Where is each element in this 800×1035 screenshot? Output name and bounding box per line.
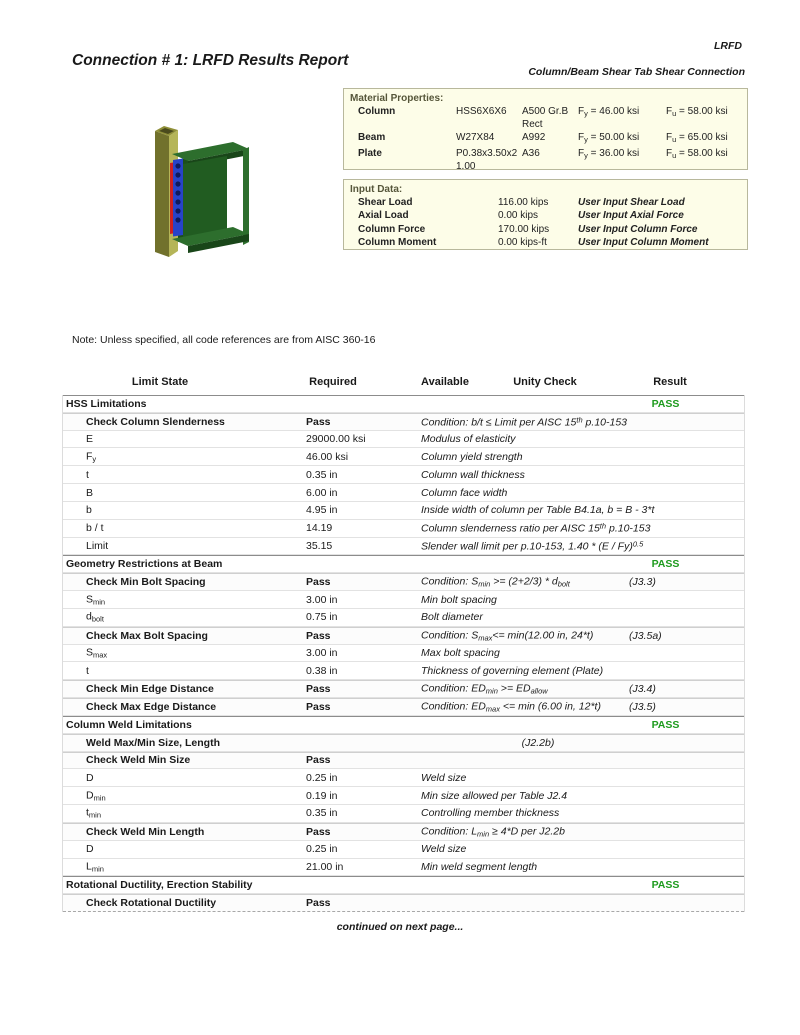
limit-state-label: D	[86, 843, 94, 856]
material-row	[358, 131, 741, 146]
input-value: 170.00 kips	[498, 223, 550, 235]
header-result: Result	[653, 376, 687, 388]
material-size: W27X84	[456, 132, 495, 144]
limit-state-label: $L_{min}$	[86, 860, 104, 874]
result-badge: PASS	[651, 558, 680, 571]
available-description: Inside width of column per Table B4.1a, b = B - 3*t	[421, 504, 655, 517]
code-reference: (J3.4)	[629, 683, 656, 696]
table-section-row	[63, 555, 744, 573]
limit-state-label: Check Min Bolt Spacing	[86, 576, 206, 589]
required-value: 46.00 ksi	[306, 450, 349, 463]
input-row	[358, 209, 741, 222]
page-title: Connection # 1: LRFD Results Report	[72, 52, 349, 69]
material-fy: $F_y = 50.00$ ksi	[578, 132, 640, 145]
input-desc: User Input Axial Force	[578, 210, 684, 222]
table-row	[63, 787, 744, 805]
code-reference-note: Note: Unless specified, all code references are from AISC 360-16	[72, 334, 376, 346]
limit-state-label: $t_{min}$	[86, 806, 102, 820]
available-description: Column face width	[421, 486, 508, 499]
column-face-left	[155, 131, 169, 257]
required-value: 6.00 in	[306, 486, 338, 499]
available-description: Column yield strength	[421, 450, 523, 463]
result-badge: PASS	[651, 397, 680, 410]
required-value: 35.15	[306, 540, 333, 553]
required-value: 0.35 in	[306, 807, 338, 820]
required-value: Pass	[306, 754, 331, 767]
input-value: 0.00 kips-ft	[498, 236, 547, 248]
limit-state-label: Check Weld Min Length	[86, 825, 205, 838]
input-row	[358, 223, 741, 236]
available-description: Bolt diameter	[421, 611, 483, 624]
limit-state-label: b	[86, 504, 92, 517]
bolt-icon	[175, 163, 180, 168]
table-row	[63, 734, 744, 752]
connection-type-subtitle: Column/Beam Shear Tab Shear Connection	[528, 66, 745, 78]
material-label: Column	[358, 106, 396, 117]
material-size: P0.38x3.50x21.00	[456, 147, 518, 172]
available-description: Min bolt spacing	[421, 593, 497, 606]
header-available: Available	[421, 376, 469, 388]
input-row	[358, 236, 741, 249]
available-description: Weld size	[421, 771, 467, 784]
available-description: Condition: $S_{min} >= (2+2/3) * d_{bolt}$	[421, 575, 570, 589]
code-reference: (J2.2b)	[521, 736, 555, 749]
table-row	[63, 431, 744, 449]
available-description: Column slenderness ratio per AISC 15th p.10-153	[421, 521, 651, 535]
limit-state-label: $S_{max}$	[86, 646, 108, 660]
table-row	[63, 466, 744, 484]
available-description: Slender wall limit per p.10-153, 1.40 * (E / Fy)$^{0.5}$	[421, 539, 644, 553]
header-required: Required	[309, 376, 357, 388]
table-row	[63, 484, 744, 502]
code-reference: (J3.3)	[629, 576, 656, 589]
material-properties-header: Material Properties:	[350, 93, 444, 104]
table-row	[63, 627, 744, 645]
required-value: 0.25 in	[306, 771, 338, 784]
available-description: Modulus of elasticity	[421, 433, 516, 446]
required-value: Pass	[306, 629, 331, 642]
required-value: Pass	[306, 897, 331, 910]
required-value: Pass	[306, 683, 331, 696]
limit-state-label: Check Max Bolt Spacing	[86, 629, 208, 642]
input-data-rows	[350, 196, 741, 249]
beam-web-face	[183, 156, 227, 240]
result-badge: PASS	[651, 879, 680, 892]
bolt-icon	[175, 199, 180, 204]
table-row	[63, 769, 744, 787]
material-fu: $F_u = 58.00$ ksi	[666, 106, 728, 118]
limit-state-label: $D_{min}$	[86, 789, 106, 803]
table-row	[63, 413, 744, 431]
material-grade: A992	[522, 132, 546, 144]
input-value: 0.00 kips	[498, 210, 539, 222]
table-row	[63, 591, 744, 609]
material-fu: $F_u = 58.00$ ksi	[666, 147, 728, 160]
table-row	[63, 573, 744, 591]
required-value: 0.38 in	[306, 664, 338, 677]
required-value: 0.35 in	[306, 468, 338, 481]
table-row	[63, 859, 744, 877]
limit-state-label: Column Weld Limitations	[66, 718, 192, 731]
beam-far-flange-edge	[243, 147, 249, 245]
required-value: 4.95 in	[306, 504, 338, 517]
limit-state-label: $F_y$	[86, 450, 97, 464]
input-label: Axial Load	[358, 210, 409, 222]
table-row	[63, 841, 744, 859]
material-properties-box	[343, 88, 748, 170]
input-desc: User Input Shear Load	[578, 197, 685, 208]
available-description: Weld size	[421, 843, 467, 856]
material-row	[358, 147, 741, 173]
available-description: Condition: $L_{min} \ge 4*D$ per J2.2b	[421, 825, 565, 839]
table-row	[63, 698, 744, 716]
required-value: 0.75 in	[306, 611, 338, 624]
material-fy: $F_y = 46.00$ ksi	[578, 106, 640, 118]
table-row	[63, 502, 744, 520]
material-grade: A36	[522, 147, 540, 159]
plate-red-edge	[170, 163, 173, 235]
required-value: 29000.00 ksi	[306, 433, 366, 446]
available-description: Max bolt spacing	[421, 647, 500, 659]
limit-state-label: Rotational Ductility, Erection Stability	[66, 879, 253, 892]
required-value: 21.00 in	[306, 860, 344, 873]
connection-3d-view	[105, 100, 305, 270]
material-fy: $F_y = 36.00$ ksi	[578, 147, 640, 160]
limit-state-label: t	[86, 664, 89, 677]
table-row	[63, 894, 744, 912]
input-label: Column Force	[358, 223, 426, 235]
material-fu: $F_u = 65.00$ ksi	[666, 132, 728, 145]
limit-state-label: HSS Limitations	[66, 397, 147, 410]
required-value: Pass	[306, 415, 331, 428]
results-table-body	[62, 395, 745, 912]
material-size: HSS6X6X6	[456, 106, 507, 117]
table-section-row	[63, 395, 744, 413]
available-description: Controlling member thickness	[421, 807, 560, 820]
header-limit-state: Limit State	[131, 376, 189, 388]
table-section-row	[63, 876, 744, 894]
bolt-icon	[175, 190, 180, 195]
table-row	[63, 609, 744, 627]
results-table-header	[62, 374, 745, 395]
limit-state-label: B	[86, 486, 94, 499]
table-row	[63, 448, 744, 466]
limit-state-label: Check Max Edge Distance	[86, 700, 217, 713]
limit-state-label: Check Weld Min Size	[86, 754, 191, 767]
required-value: 3.00 in	[306, 647, 338, 659]
table-row	[63, 752, 744, 770]
required-value: 14.19	[306, 522, 333, 535]
material-label: Beam	[358, 132, 386, 144]
lrfd-corner-tag: LRFD	[714, 40, 742, 52]
required-value: 0.19 in	[306, 789, 338, 802]
header-unity-check: Unity Check	[513, 376, 577, 388]
table-row	[63, 538, 744, 556]
bolt-icon	[175, 181, 180, 186]
required-value: 0.25 in	[306, 843, 338, 856]
code-reference: (J3.5)	[629, 700, 656, 713]
table-row	[63, 823, 744, 841]
input-label: Column Moment	[358, 236, 437, 248]
available-description: Min size allowed per Table J2.4	[421, 789, 568, 802]
limit-state-label: D	[86, 771, 94, 784]
required-value: Pass	[306, 576, 331, 589]
limit-state-label: t	[86, 468, 89, 481]
result-badge: PASS	[651, 718, 680, 731]
available-description: Thickness of governing element (Plate)	[421, 664, 604, 677]
limit-state-label: Limit	[86, 540, 109, 553]
material-properties-rows	[350, 105, 741, 173]
bolt-icon	[175, 208, 180, 213]
available-description: Column wall thickness	[421, 468, 525, 481]
limit-state-label: Check Rotational Ductility	[86, 897, 217, 910]
available-description: Condition: b/t ≤ Limit per AISC 15th p.10-153	[421, 415, 628, 429]
table-row	[63, 520, 744, 538]
shear-tab-plate	[173, 159, 183, 237]
material-row	[358, 105, 741, 131]
bolt-icon	[175, 172, 180, 177]
connection-3d-svg	[105, 100, 305, 270]
input-value: 116.00 kips	[498, 197, 549, 208]
limit-state-label: $d_{bolt}$	[86, 610, 104, 624]
required-value: 3.00 in	[306, 593, 338, 606]
table-row	[63, 680, 744, 698]
input-label: Shear Load	[358, 197, 413, 208]
table-row	[63, 645, 744, 663]
input-row	[358, 196, 741, 209]
input-data-box	[343, 179, 748, 250]
results-table	[62, 374, 745, 912]
limit-state-label: Check Column Slenderness	[86, 415, 225, 428]
available-description: Min weld segment length	[421, 860, 538, 873]
input-data-header: Input Data:	[350, 184, 403, 195]
limit-state-label: Weld Max/Min Size, Length	[86, 736, 220, 749]
available-description: Condition: $ED_{min} >= ED_{allow}$	[421, 682, 548, 696]
input-desc: User Input Column Force	[578, 223, 698, 235]
limit-state-label: $S_{min}$	[86, 593, 106, 607]
required-value: Pass	[306, 700, 331, 713]
input-desc: User Input Column Moment	[578, 236, 709, 248]
limit-state-label: Check Min Edge Distance	[86, 683, 214, 696]
available-description: Condition: $ED_{max} <= \min (6.00$ in, 12*t)	[421, 700, 601, 714]
table-row	[63, 805, 744, 823]
bolt-icon	[175, 217, 180, 222]
limit-state-label: E	[86, 433, 94, 446]
available-description: Condition: $S_{max}<= \min(12.00$ in, 24*t)	[421, 629, 594, 643]
limit-state-label: b / t	[86, 522, 104, 535]
table-section-row	[63, 716, 744, 734]
material-label: Plate	[358, 147, 382, 159]
code-reference: (J3.5a)	[629, 629, 662, 642]
required-value: Pass	[306, 825, 331, 838]
limit-state-label: Geometry Restrictions at Beam	[66, 558, 223, 571]
table-row	[63, 662, 744, 680]
material-grade: A500 Gr.B Rect	[522, 106, 569, 131]
continued-note: continued on next page...	[336, 921, 464, 933]
